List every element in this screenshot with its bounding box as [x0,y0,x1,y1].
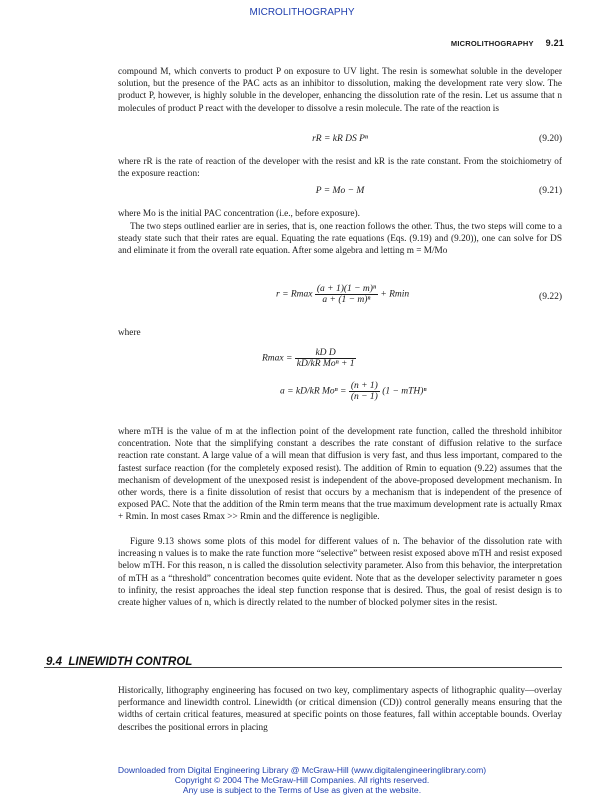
equation-tail: + Rmin [380,289,410,300]
equation-fraction: $\frac{(n + 1)}{(n - 1)}$ [350,381,378,402]
equation-9-21 [118,186,562,200]
paragraph-5: where mTH is the value of m at the inflection point of the development rate function, called the threshold inhibitor concentration. Note that the simplifying constant a describes the rate constant of diffusion relative to the surface reaction rate constant. A large value of a will mean that diffusion is very fast, and thus less important, compared to the fastest surface reaction (for the completely exposed resist). The addition of Rmin to equation (9.22) assumes that the mechanism of development of the unexposed resist is independent of the above-proposed development mechanism. In other words, there is a finite dissolution of resist that occurs by a mechanism that is independent of the presence of exposed PAC. Note that the addition of the Rmin term means that the true maximum development rate is actually Rmax + Rmin. In most cases Rmax >> Rmin and the difference is negligible. [118,427,562,523]
where-label: where [118,328,141,338]
equation-tail: (1 − mTH)ⁿ [382,386,427,397]
equation-number: (9.21) [539,186,562,196]
equation-fraction: $\frac{\text{kD D}}{\text{kD/kR Moⁿ + 1}}$ [296,348,355,369]
running-head-title: MICROLITHOGRAPHY [450,39,534,48]
equation-9-22 [118,284,562,314]
equation-lhs: a = kD/kR Moⁿ = [280,386,347,397]
equation-rmax [118,348,562,380]
top-banner: MICROLITHOGRAPHY [249,7,355,18]
equation-number: (9.22) [539,292,562,302]
section-title: LINEWIDTH CONTROL [68,656,193,668]
paragraph-4: The two steps outlined earlier are in series, that is, one reaction follows the other. Thus, the two steps will come to a steady state such that their rates are equal. Equating the rate equations (Eqs. (9.19) and (9.20)), one can solve for DS and eliminate it from the overall rate equation. After some algebra and letting m = M/Mo [118,222,562,257]
paragraph-7: Historically, lithography engineering has focused on two key, complimentary aspects of lithographic quality—overlay performance and linewidth control. Linewidth (or critical dimension (CD)) control generally means ensuring that the widths of certain critical features, measured at specific points on those features, fall within acceptable bounds. Overlay describes the positional errors in placing [118,686,562,733]
equation-9-20 [118,134,562,148]
section-rule [44,667,562,668]
paragraph-1: compound M, which converts to product P on exposure to UV light. The resin is somewhat soluble in the developer solution, but the presence of the PAC acts as an inhibitor to dissolution, making the development rate very slow. The product P, however, is highly soluble in the developer, enhancing the dissolution rate of the resin. Let us assume that n molecules of product P react with the developer to dissolve a resin molecule. The rate of the reaction is [118,67,562,114]
equation-expression: rR = kR DS Pⁿ [312,134,368,144]
equation-a [118,381,562,413]
footer-terms-line[interactable]: Any use is subject to the Terms of Use as given at the website. [182,785,422,795]
page-number: 9.21 [545,38,564,48]
paragraph-6: Figure 9.13 shows some plots of this model for different values of n. The behavior of the dissolution rate with increasing n values is to make the rate function more “selective” between resist exposed above mTH and resist exposed below mTH. For this reason, n is called the dissolution selectivity parameter. Also from this behavior, the interpretation of mTH as a “threshold” concentration becomes quite evident. Note that as the developer selectivity parameter n goes to infinity, the resist approaches the ideal step function response that is desired. Thus, the goal of resist design is to create higher values of n, which is directly related to the number of blocked polymer sites in the resist. [118,537,562,609]
equation-lhs: Rmax = [262,353,293,364]
footer-copyright-line: Copyright © 2004 The McGraw-Hill Companies. All rights reserved. [174,775,430,785]
equation-expression: P = Mo − M [315,186,365,196]
equation-fraction: $\frac{\text{(a + 1)(1 − m)ⁿ}}{\text{a + (1 − m)ⁿ}}$ [316,284,376,305]
section-number: 9.4 [46,656,62,668]
footer-notice [0,765,604,795]
running-head [451,38,564,48]
paragraph-3: where Mo is the initial PAC concentration (i.e., before exposure). [118,209,360,219]
paragraph-2: where rR is the rate of reaction of the developer with the resist and kR is the rate constant. From the stoichiometry of the exposure reaction: [118,157,562,180]
equation-number: (9.20) [539,134,562,144]
footer-link-line[interactable]: Downloaded from Digital Engineering Library @ McGraw-Hill (www.digitalengineeringlibrary.com) [117,765,487,775]
equation-lhs: r = Rmax [276,289,313,300]
